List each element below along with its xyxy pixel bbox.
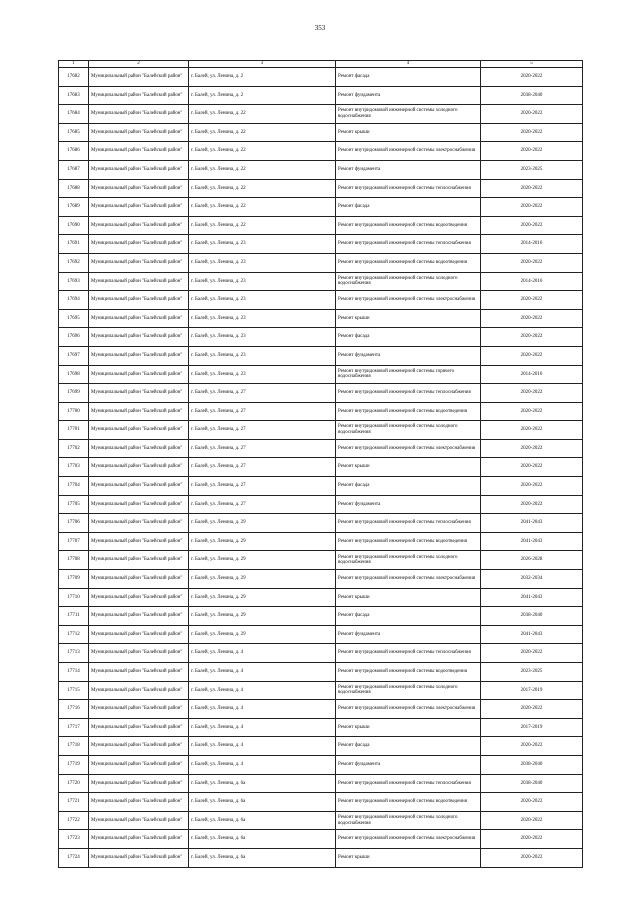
address-cell: г. Балей, ул. Ленина, д. 22 (189, 105, 336, 124)
table-row (59, 477, 583, 496)
period-cell: 2032-2034 (481, 570, 583, 589)
table-row (59, 625, 583, 644)
address-cell: г. Балей, ул. Ленина, д. 23 (189, 309, 336, 328)
table-row (59, 198, 583, 217)
municipality-cell: Муниципальный район "Балейский район" (89, 309, 189, 328)
municipality-cell: Муниципальный район "Балейский район" (89, 830, 189, 849)
municipality-cell: Муниципальный район "Балейский район" (89, 570, 189, 589)
address-cell: г. Балей, ул. Ленина, д. 6а (189, 774, 336, 793)
municipality-cell: Муниципальный район "Балейский район" (89, 755, 189, 774)
address-cell: г. Балей, ул. Ленина, д. 4 (189, 718, 336, 737)
municipality-cell: Муниципальный район "Балейский район" (89, 793, 189, 812)
row-number: 17709 (59, 570, 89, 589)
row-number: 17712 (59, 625, 89, 644)
table-row (59, 291, 583, 310)
municipality-cell: Муниципальный район "Балейский район" (89, 737, 189, 756)
table-row (59, 328, 583, 347)
work-type-cell: Ремонт внутридомовой инженерной системы водоотведения (336, 793, 481, 812)
table-row (59, 253, 583, 272)
table-row (59, 272, 583, 291)
work-type-cell: Ремонт крыши (336, 123, 481, 142)
period-cell: 2041-2043 (481, 625, 583, 644)
row-number: 17699 (59, 384, 89, 403)
row-number: 17715 (59, 681, 89, 700)
municipality-cell: Муниципальный район "Балейский район" (89, 663, 189, 682)
municipality-cell: Муниципальный район "Балейский район" (89, 458, 189, 477)
municipality-cell: Муниципальный район "Балейский район" (89, 718, 189, 737)
row-number: 17714 (59, 663, 89, 682)
address-cell: г. Балей, ул. Ленина, д. 2 (189, 68, 336, 87)
row-number: 17707 (59, 532, 89, 551)
municipality-cell: Муниципальный район "Балейский район" (89, 346, 189, 365)
address-cell: г. Балей, ул. Ленина, д. 22 (189, 179, 336, 198)
address-cell: г. Балей, ул. Ленина, д. 27 (189, 495, 336, 514)
work-type-cell: Ремонт фасада (336, 737, 481, 756)
address-cell: г. Балей, ул. Ленина, д. 6а (189, 848, 336, 867)
work-type-cell: Ремонт внутридомовой инженерной системы водоотведения (336, 532, 481, 551)
work-type-cell: Ремонт внутридомовой инженерной системы теплоснабжения (336, 179, 481, 198)
address-cell: г. Балей, ул. Ленина, д. 27 (189, 421, 336, 440)
table-row (59, 532, 583, 551)
municipality-cell: Муниципальный район "Балейский район" (89, 514, 189, 533)
period-cell: 2014-2016 (481, 235, 583, 254)
table-row (59, 588, 583, 607)
period-cell: 2020-2022 (481, 68, 583, 87)
row-number: 17701 (59, 421, 89, 440)
municipality-cell: Муниципальный район "Балейский район" (89, 477, 189, 496)
row-number: 17689 (59, 198, 89, 217)
column-header: 4 (336, 61, 481, 68)
municipality-cell: Муниципальный район "Балейский район" (89, 179, 189, 198)
work-type-cell: Ремонт внутридомовой инженерной системы холодного водоснабжения (336, 272, 481, 291)
address-cell: г. Балей, ул. Ленина, д. 29 (189, 514, 336, 533)
row-number: 17692 (59, 253, 89, 272)
column-header: 3 (189, 61, 336, 68)
municipality-cell: Муниципальный район "Балейский район" (89, 123, 189, 142)
work-type-cell: Ремонт фасада (336, 477, 481, 496)
period-cell: 2014-2016 (481, 272, 583, 291)
work-type-cell: Ремонт фундамента (336, 625, 481, 644)
row-number: 17693 (59, 272, 89, 291)
work-type-cell: Ремонт фасада (336, 607, 481, 626)
address-cell: г. Балей, ул. Ленина, д. 29 (189, 625, 336, 644)
row-number: 17685 (59, 123, 89, 142)
municipality-cell: Муниципальный район "Балейский район" (89, 235, 189, 254)
municipality-cell: Муниципальный район "Балейский район" (89, 644, 189, 663)
capital-repair-table (58, 60, 583, 868)
municipality-cell: Муниципальный район "Балейский район" (89, 495, 189, 514)
row-number: 17688 (59, 179, 89, 198)
address-cell: г. Балей, ул. Ленина, д. 23 (189, 253, 336, 272)
row-number: 17703 (59, 458, 89, 477)
work-type-cell: Ремонт внутридомовой инженерной системы электроснабжения (336, 570, 481, 589)
work-type-cell: Ремонт крыши (336, 848, 481, 867)
address-cell: г. Балей, ул. Ленина, д. 23 (189, 272, 336, 291)
table-row (59, 793, 583, 812)
work-type-cell: Ремонт крыши (336, 588, 481, 607)
row-number: 17721 (59, 793, 89, 812)
period-cell: 2020-2022 (481, 700, 583, 719)
row-number: 17720 (59, 774, 89, 793)
municipality-cell: Муниципальный район "Балейский район" (89, 86, 189, 105)
period-cell: 2020-2022 (481, 105, 583, 124)
table-row (59, 737, 583, 756)
period-cell: 2020-2022 (481, 421, 583, 440)
table-row (59, 774, 583, 793)
table-row (59, 142, 583, 161)
header-row (59, 61, 583, 68)
table-row (59, 216, 583, 235)
row-number: 17724 (59, 848, 89, 867)
table-row (59, 346, 583, 365)
municipality-cell: Муниципальный район "Балейский район" (89, 272, 189, 291)
work-type-cell: Ремонт фундамента (336, 346, 481, 365)
work-type-cell: Ремонт внутридомовой инженерной системы электроснабжения (336, 700, 481, 719)
period-cell: 2017-2019 (481, 681, 583, 700)
address-cell: г. Балей, ул. Ленина, д. 4 (189, 681, 336, 700)
municipality-cell: Муниципальный район "Балейский район" (89, 700, 189, 719)
address-cell: г. Балей, ул. Ленина, д. 29 (189, 607, 336, 626)
row-number: 17713 (59, 644, 89, 663)
column-header: 5 (481, 61, 583, 68)
municipality-cell: Муниципальный район "Балейский район" (89, 253, 189, 272)
period-cell: 2020-2022 (481, 811, 583, 830)
municipality-cell: Муниципальный район "Балейский район" (89, 402, 189, 421)
table-row (59, 495, 583, 514)
municipality-cell: Муниципальный район "Балейский район" (89, 607, 189, 626)
table-row (59, 179, 583, 198)
row-number: 17684 (59, 105, 89, 124)
row-number: 17683 (59, 86, 89, 105)
address-cell: г. Балей, ул. Ленина, д. 22 (189, 216, 336, 235)
period-cell: 2041-2043 (481, 588, 583, 607)
table-row (59, 681, 583, 700)
period-cell: 2038-2040 (481, 755, 583, 774)
period-cell: 2023-2025 (481, 160, 583, 179)
period-cell: 2020-2022 (481, 179, 583, 198)
work-type-cell: Ремонт внутридомовой инженерной системы электроснабжения (336, 291, 481, 310)
address-cell: г. Балей, ул. Ленина, д. 6а (189, 830, 336, 849)
municipality-cell: Муниципальный район "Балейский район" (89, 774, 189, 793)
row-number: 17702 (59, 439, 89, 458)
municipality-cell: Муниципальный район "Балейский район" (89, 142, 189, 161)
period-cell: 2020-2022 (481, 142, 583, 161)
work-type-cell: Ремонт фасада (336, 198, 481, 217)
address-cell: г. Балей, ул. Ленина, д. 23 (189, 291, 336, 310)
period-cell: 2020-2022 (481, 328, 583, 347)
table-row (59, 830, 583, 849)
table-row (59, 644, 583, 663)
work-type-cell: Ремонт внутридомовой инженерной системы электроснабжения (336, 439, 481, 458)
period-cell: 2020-2022 (481, 644, 583, 663)
page-number: 353 (314, 24, 326, 32)
municipality-cell: Муниципальный район "Балейский район" (89, 105, 189, 124)
table-row (59, 123, 583, 142)
municipality-cell: Муниципальный район "Балейский район" (89, 439, 189, 458)
period-cell: 2020-2022 (481, 793, 583, 812)
row-number: 17708 (59, 551, 89, 570)
address-cell: г. Балей, ул. Ленина, д. 27 (189, 402, 336, 421)
municipality-cell: Муниципальный район "Балейский район" (89, 328, 189, 347)
table-row (59, 755, 583, 774)
period-cell: 2038-2040 (481, 86, 583, 105)
period-cell: 2020-2022 (481, 439, 583, 458)
address-cell: г. Балей, ул. Ленина, д. 22 (189, 198, 336, 217)
table-body (59, 68, 583, 868)
work-type-cell: Ремонт внутридомовой инженерной системы водоотведения (336, 253, 481, 272)
work-type-cell: Ремонт внутридомовой инженерной системы теплоснабжения (336, 644, 481, 663)
period-cell: 2020-2022 (481, 458, 583, 477)
row-number: 17704 (59, 477, 89, 496)
municipality-cell: Муниципальный район "Балейский район" (89, 216, 189, 235)
work-type-cell: Ремонт внутридомовой инженерной системы теплоснабжения (336, 774, 481, 793)
work-type-cell: Ремонт фасада (336, 328, 481, 347)
work-type-cell: Ремонт внутридомовой инженерной системы холодного водоснабжения (336, 105, 481, 124)
row-number: 17691 (59, 235, 89, 254)
address-cell: г. Балей, ул. Ленина, д. 4 (189, 700, 336, 719)
work-type-cell: Ремонт внутридомовой инженерной системы водоотведения (336, 663, 481, 682)
row-number: 17710 (59, 588, 89, 607)
period-cell: 2020-2022 (481, 384, 583, 403)
period-cell: 2020-2022 (481, 737, 583, 756)
work-type-cell: Ремонт фасада (336, 68, 481, 87)
address-cell: г. Балей, ул. Ленина, д. 4 (189, 663, 336, 682)
row-number: 17690 (59, 216, 89, 235)
period-cell: 2020-2022 (481, 848, 583, 867)
table-row (59, 402, 583, 421)
period-cell: 2020-2022 (481, 123, 583, 142)
address-cell: г. Балей, ул. Ленина, д. 23 (189, 328, 336, 347)
period-cell: 2041-2043 (481, 532, 583, 551)
address-cell: г. Балей, ул. Ленина, д. 6а (189, 793, 336, 812)
work-type-cell: Ремонт внутридомовой инженерной системы холодного водоснабжения (336, 551, 481, 570)
municipality-cell: Муниципальный район "Балейский район" (89, 384, 189, 403)
table-row (59, 235, 583, 254)
table-row (59, 439, 583, 458)
work-type-cell: Ремонт внутридомовой инженерной системы электроснабжения (336, 830, 481, 849)
address-cell: г. Балей, ул. Ленина, д. 27 (189, 384, 336, 403)
municipality-cell: Муниципальный район "Балейский район" (89, 421, 189, 440)
row-number: 17722 (59, 811, 89, 830)
period-cell: 2020-2022 (481, 309, 583, 328)
municipality-cell: Муниципальный район "Балейский район" (89, 68, 189, 87)
work-type-cell: Ремонт внутридомовой инженерной системы водоотведения (336, 402, 481, 421)
period-cell: 2020-2022 (481, 495, 583, 514)
table-row (59, 718, 583, 737)
period-cell: 2020-2022 (481, 402, 583, 421)
row-number: 17696 (59, 328, 89, 347)
address-cell: г. Балей, ул. Ленина, д. 29 (189, 551, 336, 570)
municipality-cell: Муниципальный район "Балейский район" (89, 811, 189, 830)
period-cell: 2041-2043 (481, 514, 583, 533)
municipality-cell: Муниципальный район "Балейский район" (89, 291, 189, 310)
column-header: 1 (59, 61, 89, 68)
period-cell: 2020-2022 (481, 830, 583, 849)
address-cell: г. Балей, ул. Ленина, д. 23 (189, 365, 336, 384)
address-cell: г. Балей, ул. Ленина, д. 29 (189, 532, 336, 551)
municipality-cell: Муниципальный район "Балейский район" (89, 551, 189, 570)
row-number: 17694 (59, 291, 89, 310)
address-cell: г. Балей, ул. Ленина, д. 4 (189, 644, 336, 663)
address-cell: г. Балей, ул. Ленина, д. 29 (189, 588, 336, 607)
address-cell: г. Балей, ул. Ленина, д. 27 (189, 458, 336, 477)
address-cell: г. Балей, ул. Ленина, д. 27 (189, 477, 336, 496)
municipality-cell: Муниципальный район "Балейский район" (89, 160, 189, 179)
period-cell: 2020-2022 (481, 477, 583, 496)
table-row (59, 105, 583, 124)
address-cell: г. Балей, ул. Ленина, д. 22 (189, 142, 336, 161)
table-row (59, 458, 583, 477)
address-cell: г. Балей, ул. Ленина, д. 4 (189, 737, 336, 756)
period-cell: 2020-2022 (481, 216, 583, 235)
table-row (59, 365, 583, 384)
table-row (59, 663, 583, 682)
table-row (59, 68, 583, 87)
table-row (59, 384, 583, 403)
municipality-cell: Муниципальный район "Балейский район" (89, 365, 189, 384)
period-cell: 2026-2028 (481, 551, 583, 570)
table-row (59, 551, 583, 570)
table-row (59, 86, 583, 105)
column-header: 2 (89, 61, 189, 68)
work-type-cell: Ремонт внутридомовой инженерной системы электроснабжения (336, 142, 481, 161)
table-row (59, 160, 583, 179)
work-type-cell: Ремонт крыши (336, 458, 481, 477)
row-number: 17697 (59, 346, 89, 365)
period-cell: 2020-2022 (481, 346, 583, 365)
row-number: 17706 (59, 514, 89, 533)
table-row (59, 607, 583, 626)
work-type-cell: Ремонт фундамента (336, 755, 481, 774)
period-cell: 2020-2022 (481, 291, 583, 310)
address-cell: г. Балей, ул. Ленина, д. 2 (189, 86, 336, 105)
row-number: 17700 (59, 402, 89, 421)
row-number: 17723 (59, 830, 89, 849)
municipality-cell: Муниципальный район "Балейский район" (89, 198, 189, 217)
address-cell: г. Балей, ул. Ленина, д. 23 (189, 235, 336, 254)
work-type-cell: Ремонт фундамента (336, 495, 481, 514)
address-cell: г. Балей, ул. Ленина, д. 22 (189, 160, 336, 179)
work-type-cell: Ремонт крыши (336, 309, 481, 328)
table-row (59, 570, 583, 589)
work-type-cell: Ремонт внутридомовой инженерной системы горячего водоснабжения (336, 365, 481, 384)
address-cell: г. Балей, ул. Ленина, д. 4 (189, 755, 336, 774)
address-cell: г. Балей, ул. Ленина, д. 22 (189, 123, 336, 142)
period-cell: 2020-2022 (481, 198, 583, 217)
period-cell: 2020-2022 (481, 253, 583, 272)
period-cell: 2017-2019 (481, 718, 583, 737)
table-row (59, 700, 583, 719)
work-type-cell: Ремонт внутридомовой инженерной системы холодного водоснабжения (336, 811, 481, 830)
table-row (59, 309, 583, 328)
work-type-cell: Ремонт внутридомовой инженерной системы холодного водоснабжения (336, 681, 481, 700)
address-cell: г. Балей, ул. Ленина, д. 23 (189, 346, 336, 365)
row-number: 17682 (59, 68, 89, 87)
row-number: 17695 (59, 309, 89, 328)
table-row (59, 421, 583, 440)
address-cell: г. Балей, ул. Ленина, д. 27 (189, 439, 336, 458)
address-cell: г. Балей, ул. Ленина, д. 29 (189, 570, 336, 589)
municipality-cell: Муниципальный район "Балейский район" (89, 625, 189, 644)
work-type-cell: Ремонт крыши (336, 718, 481, 737)
period-cell: 2023-2025 (481, 663, 583, 682)
work-type-cell: Ремонт внутридомовой инженерной системы теплоснабжения (336, 514, 481, 533)
row-number: 17718 (59, 737, 89, 756)
municipality-cell: Муниципальный район "Балейский район" (89, 681, 189, 700)
row-number: 17716 (59, 700, 89, 719)
period-cell: 2038-2040 (481, 774, 583, 793)
table-row (59, 811, 583, 830)
municipality-cell: Муниципальный район "Балейский район" (89, 532, 189, 551)
work-type-cell: Ремонт внутридомовой инженерной системы водоотведения (336, 216, 481, 235)
work-type-cell: Ремонт фундамента (336, 160, 481, 179)
work-type-cell: Ремонт фундамента (336, 86, 481, 105)
row-number: 17705 (59, 495, 89, 514)
row-number: 17687 (59, 160, 89, 179)
municipality-cell: Муниципальный район "Балейский район" (89, 848, 189, 867)
table-row (59, 514, 583, 533)
period-cell: 2014-2016 (481, 365, 583, 384)
period-cell: 2038-2040 (481, 607, 583, 626)
row-number: 17719 (59, 755, 89, 774)
row-number: 17698 (59, 365, 89, 384)
municipality-cell: Муниципальный район "Балейский район" (89, 588, 189, 607)
work-type-cell: Ремонт внутридомовой инженерной системы холодного водоснабжения (336, 421, 481, 440)
work-type-cell: Ремонт внутридомовой инженерной системы теплоснабжения (336, 384, 481, 403)
address-cell: г. Балей, ул. Ленина, д. 6а (189, 811, 336, 830)
row-number: 17686 (59, 142, 89, 161)
work-type-cell: Ремонт внутридомовой инженерной системы теплоснабжения (336, 235, 481, 254)
table-row (59, 848, 583, 867)
row-number: 17717 (59, 718, 89, 737)
row-number: 17711 (59, 607, 89, 626)
